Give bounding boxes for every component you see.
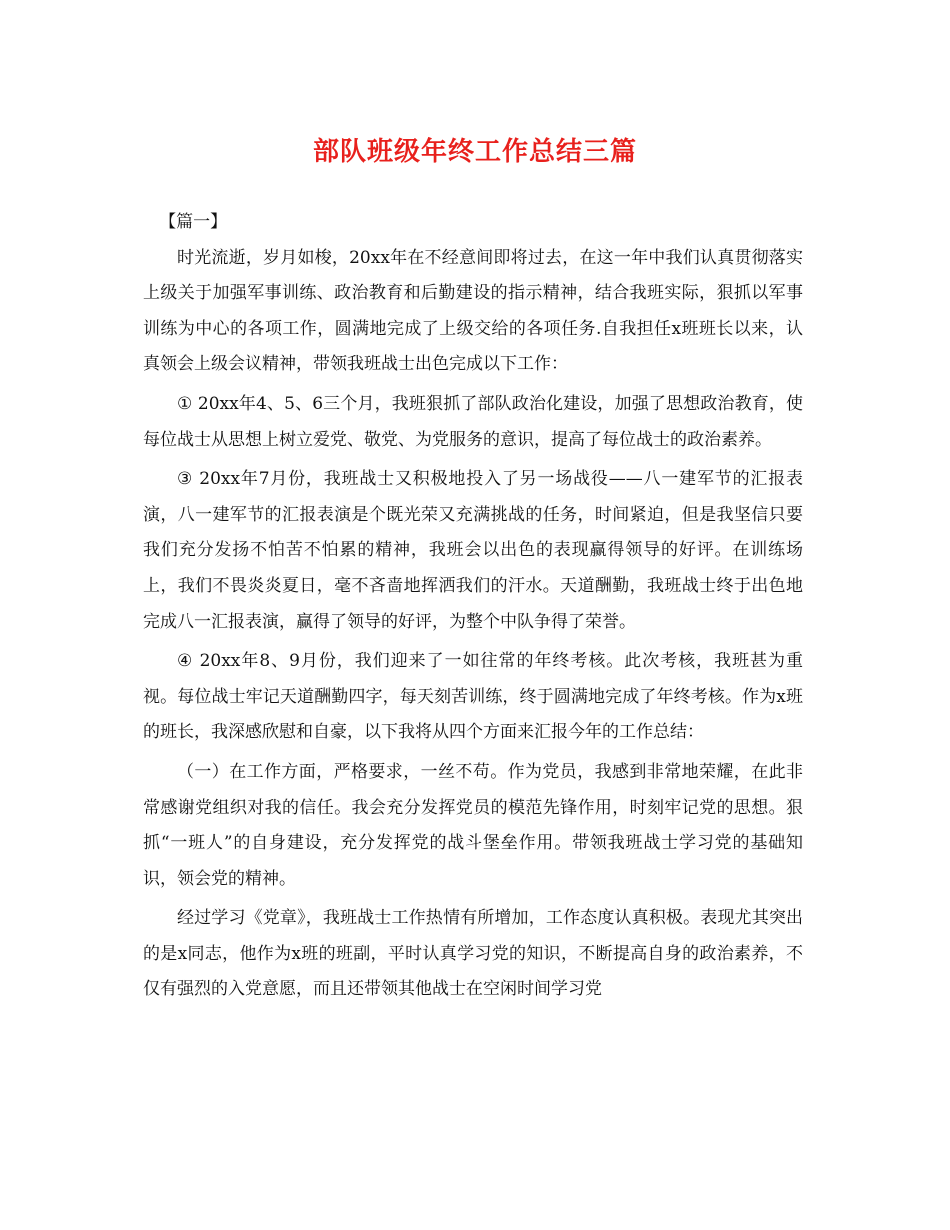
paragraph-item-4: ④ 20xx年8、9月份，我们迎来了一如往常的年终考核。此次考核，我班甚为重视。每位战士牢记天道酬勤四字，每天刻苦训练，终于圆满地完成了年终考核。作为x班的班长，我深感欣慰和自豪，以下我将从四个方面来汇报今年的工作总结： <box>143 651 803 743</box>
paragraph-study: 经过学习《党章》，我班战士工作热情有所增加，工作态度认真积极。表现尤其突出的是x同志，他作为x班的班副，平时认真学习党的知识，不断提高自身的政治素养，不仅有强烈的入党意愿，而且还带领其他战士在空闲时间学习党 <box>143 908 803 1000</box>
paragraph-item-3: ③ 20xx年7月份，我班战士又积极地投入了另一场战役——八一建军节的汇报表演，八一建军节的汇报表演是个既光荣又充满挑战的任务，时间紧迫，但是我坚信只要我们充分发扬不怕苦不怕累的精神，我班会以出色的表现赢得领导的好评。在训练场上，我们不畏炎炎夏日，毫不吝啬地挥洒我们的汗水。天道酬勤，我班战士终于出色地完成八一汇报表演，赢得了领导的好评，为整个中队争得了荣誉。 <box>143 469 803 632</box>
section-label: 【篇一】 <box>159 212 228 232</box>
paragraph-intro: 时光流逝，岁月如梭，20xx年在不经意间即将过去，在这一年中我们认真贯彻落实上级关于加强军事训练、政治教育和后勤建设的指示精神，结合我班实际，狠抓以军事训练为中心的各项工作，圆满地完成了上级交给的各项任务.自我担任x班班长以来，认真领会上级会议精神，带领我班战士出色完成以下工作： <box>143 247 803 375</box>
document-body <box>143 205 803 1008</box>
paragraph-work-aspect: （一）在工作方面，严格要求，一丝不苟。作为党员，我感到非常地荣耀，在此非常感谢党组织对我的信任。我会充分发挥党员的模范先锋作用，时刻牢记党的思想。狠抓“一班人”的自身建设，充分发挥党的战斗堡垒作用。带领我班战士学习党的基础知识，领会党的精神。 <box>143 761 803 889</box>
paragraph-item-1: ① 20xx年4、5、6三个月，我班狠抓了部队政治化建设，加强了思想政治教育，使每位战士从思想上树立爱党、敬党、为党服务的意识，提高了每位战士的政治素养。 <box>143 393 803 450</box>
document-title: 部队班级年终工作总结三篇 <box>312 137 637 167</box>
